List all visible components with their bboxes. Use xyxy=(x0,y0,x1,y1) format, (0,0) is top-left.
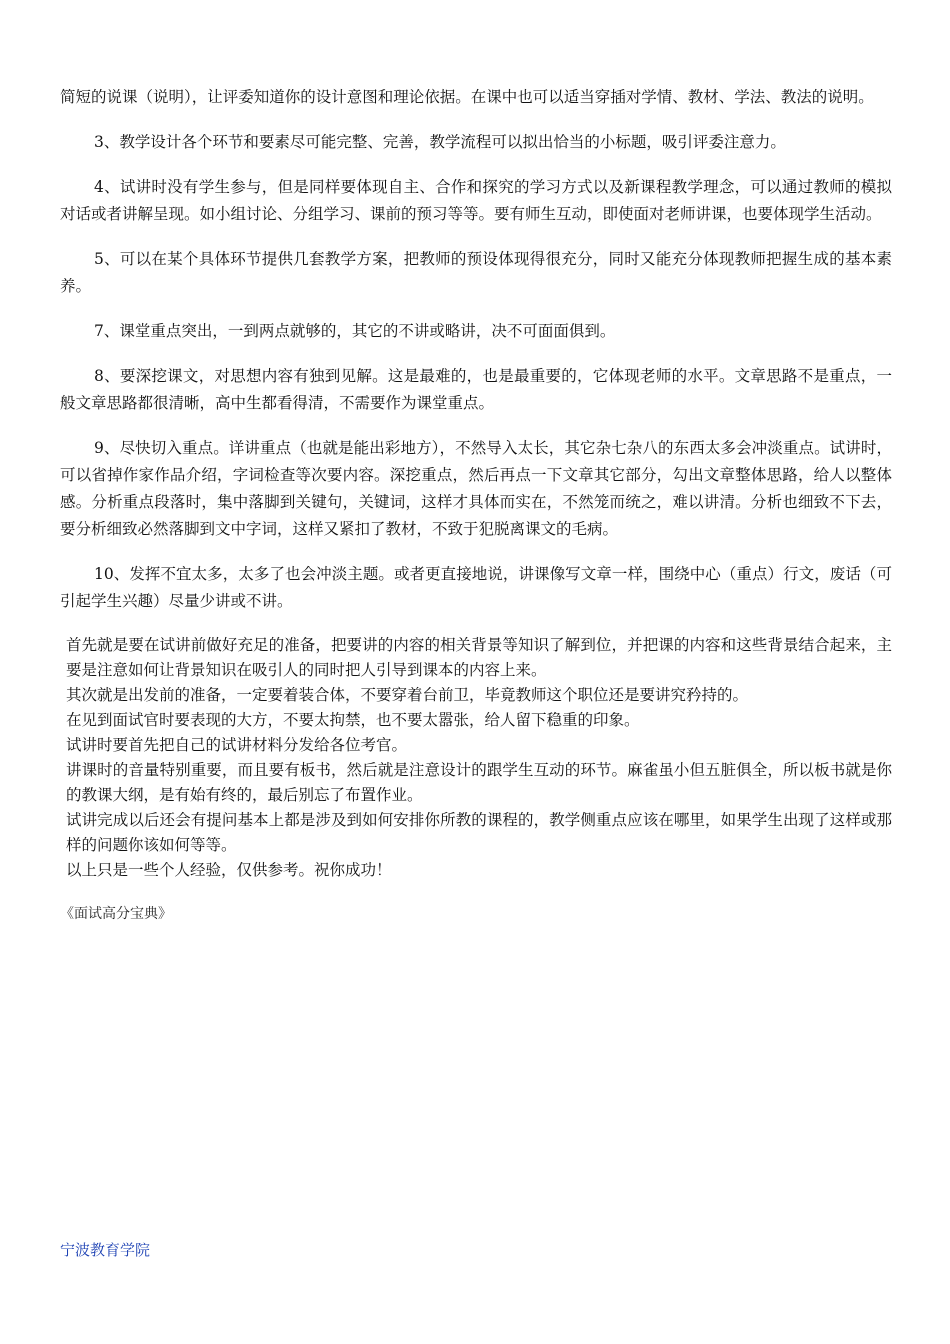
paragraph-point-4: 4、试讲时没有学生参与，但是同样要体现自主、合作和探究的学习方式以及新课程教学理念，可以通过教师的模拟对话或者讲解呈现。如小组讨论、分组学习、课前的预习等等。要有师生互动，即使面对老师讲课，也要体现学生活动。 xyxy=(60,178,892,223)
paragraph-intro: 简短的说课（说明），让评委知道你的设计意图和理论依据。在课中也可以适当穿插对学情、教材、学法、教法的说明。 xyxy=(60,88,874,106)
tips-section xyxy=(60,633,892,883)
paragraph-point-7: 7、课堂重点突出，一到两点就够的，其它的不讲或略讲，决不可面面俱到。 xyxy=(94,322,616,340)
tip-item: 试讲完成以后还会有提问基本上都是涉及到如何安排你所教的课程的，教学侧重点应该在哪里，如果学生出现了这样或那样的问题你该如何等等。 xyxy=(66,811,892,854)
paragraph-point-3: 3、教学设计各个环节和要素尽可能完整、完善，教学流程可以拟出恰当的小标题，吸引评委注意力。 xyxy=(94,133,786,151)
tip-item: 首先就是要在试讲前做好充足的准备，把要讲的内容的相关背景等知识了解到位，并把课的内容和这些背景结合起来，主要是注意如何让背景知识在吸引人的同时把人引导到课本的内容上来。 xyxy=(66,636,892,679)
tip-item: 以上只是一些个人经验，仅供参考。祝你成功！ xyxy=(66,861,392,879)
book-title: 《面试高分宝典》 xyxy=(60,906,172,922)
paragraph-point-10: 10、发挥不宜太多，太多了也会冲淡主题。或者更直接地说，讲课像写文章一样，围绕中心（重点）行文，废话（可引起学生兴趣）尽量少讲或不讲。 xyxy=(60,565,892,610)
tip-item: 讲课时的音量特别重要，而且要有板书，然后就是注意设计的跟学生互动的环节。麻雀虽小但五脏俱全，所以板书就是你的教课大纲，是有始有终的，最后别忘了布置作业。 xyxy=(66,761,892,804)
paragraph-point-8: 8、要深挖课文，对思想内容有独到见解。这是最难的，也是最重要的，它体现老师的水平。文章思路不是重点，一般文章思路都很清晰，高中生都看得清，不需要作为课堂重点。 xyxy=(60,367,892,412)
tip-item: 其次就是出发前的准备，一定要着装合体，不要穿着台前卫，毕竟教师这个职位还是要讲究矜持的。 xyxy=(66,686,749,704)
footer-institution: 宁波教育学院 xyxy=(60,1241,151,1259)
paragraph-point-5: 5、可以在某个具体环节提供几套教学方案，把教师的预设体现得很充分，同时又能充分体现教师把握生成的基本素养。 xyxy=(60,250,892,295)
tip-item: 在见到面试官时要表现的大方，不要太拘禁，也不要太嚣张，给人留下稳重的印象。 xyxy=(66,711,640,729)
paragraph-point-9: 9、尽快切入重点。详讲重点（也就是能出彩地方），不然导入太长，其它杂七杂八的东西太多会冲淡重点。试讲时，可以省掉作家作品介绍，字词检查等次要内容。深挖重点，然后再点一下文章其它部分，勾出文章整体思路，给人以整体感。分析重点段落时，集中落脚到关键句，关键词，这样才具体而实在，不然笼而统之，难以讲清。分析也细致不下去，要分析细致必然落脚到文中字词，这样又紧扣了教材，不致于犯脱离课文的毛病。 xyxy=(60,439,892,538)
document-page xyxy=(60,84,892,925)
tip-item: 试讲时要首先把自己的试讲材料分发给各位考官。 xyxy=(66,736,408,754)
